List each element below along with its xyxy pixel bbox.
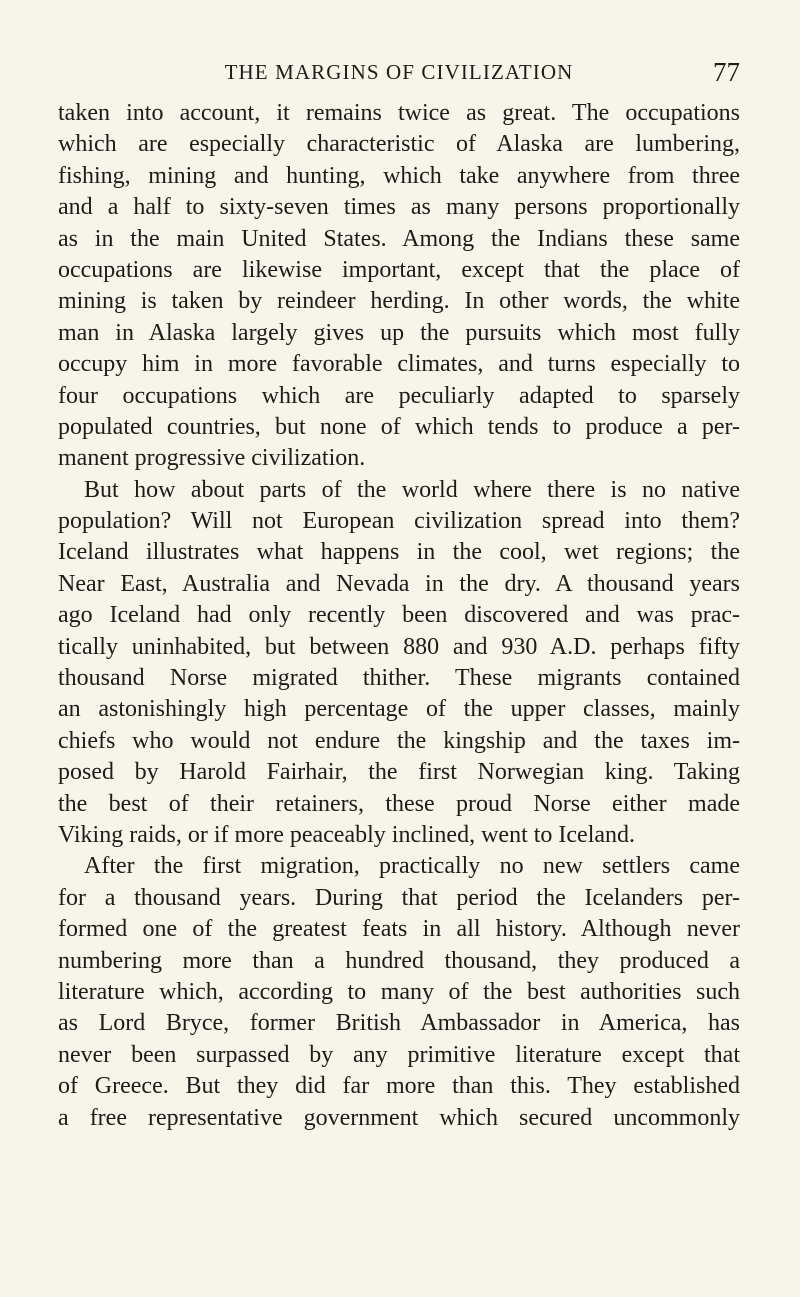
text-line: never been surpassed by any primitive literature except that — [58, 1041, 740, 1068]
text-line: and a half to sixty-seven times as many persons proportionally — [58, 194, 740, 221]
text-line: numbering more than a hundred thousand, they produced a — [58, 947, 740, 974]
text-line: Viking raids, or if more peaceably inclined, went to Iceland. — [58, 821, 636, 848]
text-line: an astonishingly high percentage of the upper classes, mainly — [58, 696, 740, 723]
text-line: After the first migration, practically no new settlers came — [84, 853, 740, 880]
text-line: formed one of the greatest feats in all history. Although never — [58, 916, 740, 943]
running-title: THE MARGINS OF CIVILIZATION — [224, 60, 574, 84]
page-header — [58, 56, 740, 96]
text-line: Near East, Australia and Nevada in the dry. A thousand years — [58, 570, 740, 597]
text-line: posed by Harold Fairhair, the first Norwegian king. Taking — [58, 759, 740, 786]
page-number: 77 — [713, 57, 740, 87]
text-line: Iceland illustrates what happens in the cool, wet regions; the — [58, 539, 740, 566]
text-line: thousand Norse migrated thither. These migrants contained — [58, 665, 740, 692]
text-line: chiefs who would not endure the kingship and the taxes im- — [58, 727, 740, 754]
text-line: as in the main United States. Among the Indians these same — [58, 225, 740, 252]
text-line: taken into account, it remains twice as great. The occupations — [58, 100, 740, 126]
text-line: the best of their retainers, these proud Norse either made — [58, 790, 740, 817]
text-line: tically uninhabited, but between 880 and 930 A.D. perhaps fifty — [58, 633, 740, 660]
text-line: a free representative government which secured uncommonly — [58, 1104, 740, 1131]
text-line: population? Will not European civilization spread into them? — [58, 508, 740, 535]
text-line: manent progressive civilization. — [58, 445, 366, 472]
text-line: which are especially characteristic of Alaska are lumbering, — [58, 131, 740, 158]
text-line: occupations are likewise important, except that the place of — [58, 256, 740, 283]
text-line: mining is taken by reindeer herding. In other words, the white — [58, 288, 740, 315]
text-line: of Greece. But they did far more than this. They established — [58, 1073, 740, 1100]
text-line: But how about parts of the world where there is no native — [84, 476, 740, 503]
text-line: fishing, mining and hunting, which take anywhere from three — [58, 162, 740, 189]
text-line: man in Alaska largely gives up the pursuits which most fully — [58, 319, 740, 346]
paragraph — [58, 475, 740, 852]
text-line: for a thousand years. During that period the Icelanders per- — [58, 884, 740, 911]
body-text — [58, 98, 740, 1134]
text-line: four occupations which are peculiarly adapted to sparsely — [58, 382, 740, 409]
text-line: as Lord Bryce, former British Ambassador in America, has — [58, 1010, 740, 1037]
paragraph — [58, 98, 740, 475]
text-line: ago Iceland had only recently been discovered and was prac- — [58, 602, 740, 629]
paragraph — [58, 851, 740, 1134]
text-line: occupy him in more favorable climates, and turns especially to — [58, 351, 740, 378]
text-line: literature which, according to many of the best authorities such — [58, 978, 740, 1005]
text-line: populated countries, but none of which tends to produce a per- — [58, 413, 740, 440]
